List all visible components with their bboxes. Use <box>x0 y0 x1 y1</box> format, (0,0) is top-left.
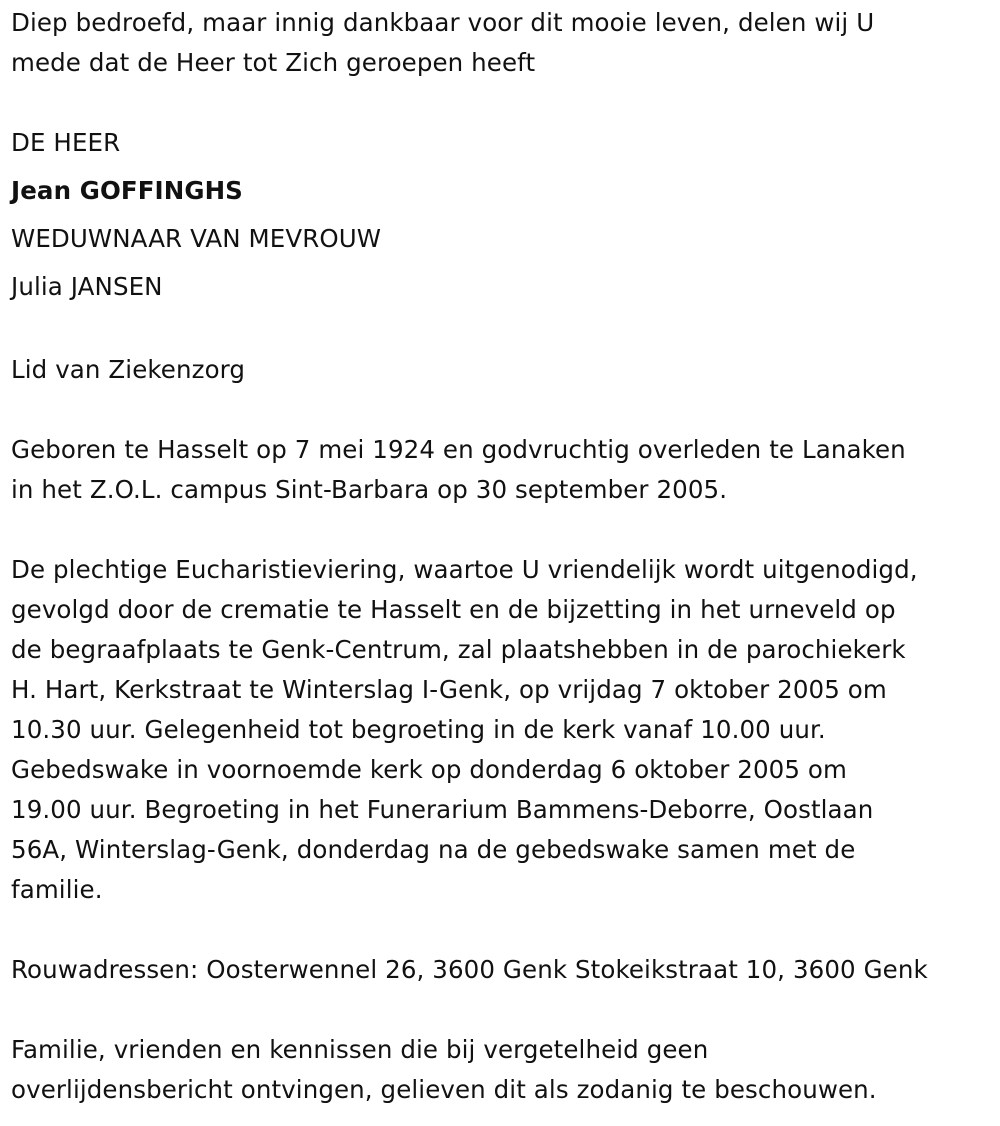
spouse-name: Julia JANSEN <box>11 272 163 301</box>
paragraph-spacer <box>11 390 991 430</box>
intro-line: Diep bedroefd, maar innig dankbaar voor dit mooie leven, delen wij U <box>11 8 875 37</box>
ceremony-line: 56A, Winterslag-Genk, donderdag na de gebedswake samen met de <box>11 835 856 864</box>
obituary-notice <box>11 3 991 1110</box>
closing-paragraph <box>11 1030 991 1110</box>
ceremony-line: gevolgd door de crematie te Hasselt en de bijzetting in het urneveld op <box>11 595 896 624</box>
ceremony-line: 19.00 uur. Begroeting in het Funerarium Bammens-Deborre, Oostlaan <box>11 795 874 824</box>
intro-line: mede dat de Heer tot Zich geroepen heeft <box>11 48 536 77</box>
closing-line: Familie, vrienden en kennissen die bij vergetelheid geen <box>11 1035 709 1064</box>
addresses-line: Rouwadressen: Oosterwennel 26, 3600 Genk Stokeikstraat 10, 3600 Genk <box>11 955 928 984</box>
membership-paragraph <box>11 350 991 390</box>
ceremony-paragraph <box>11 550 991 910</box>
ceremony-line: H. Hart, Kerkstraat te Winterslag I-Genk, op vrijdag 7 oktober 2005 om <box>11 675 887 704</box>
title-line: DE HEER <box>11 128 121 157</box>
ceremony-line: de begraafplaats te Genk-Centrum, zal plaatshebben in de parochiekerk <box>11 635 906 664</box>
deceased-name: Jean GOFFINGHS <box>11 176 243 205</box>
ceremony-line: familie. <box>11 875 103 904</box>
paragraph-spacer <box>11 510 991 550</box>
ceremony-line: 10.30 uur. Gelegenheid tot begroeting in de kerk vanaf 10.00 uur. <box>11 715 826 744</box>
relation-line: WEDUWNAAR VAN MEVROUW <box>11 224 382 253</box>
paragraph-spacer <box>11 311 991 350</box>
ceremony-line: Gebedswake in voornoemde kerk op donderdag 6 oktober 2005 om <box>11 755 847 784</box>
paragraph-spacer <box>11 990 991 1030</box>
birth-death-line: in het Z.O.L. campus Sint-Barbara op 30 september 2005. <box>11 475 728 504</box>
addresses-paragraph <box>11 950 991 990</box>
closing-line: overlijdensbericht ontvingen, gelieven dit als zodanig te beschouwen. <box>11 1075 877 1104</box>
paragraph-spacer <box>11 910 991 950</box>
deceased-block <box>11 119 991 311</box>
birth-death-line: Geboren te Hasselt op 7 mei 1924 en godvruchtig overleden te Lanaken <box>11 435 906 464</box>
paragraph-spacer <box>11 83 991 123</box>
birth-death-paragraph <box>11 430 991 510</box>
intro-paragraph <box>11 3 991 83</box>
membership-line: Lid van Ziekenzorg <box>11 355 246 384</box>
ceremony-line: De plechtige Eucharistieviering, waartoe U vriendelijk wordt uitgenodigd, <box>11 555 918 584</box>
